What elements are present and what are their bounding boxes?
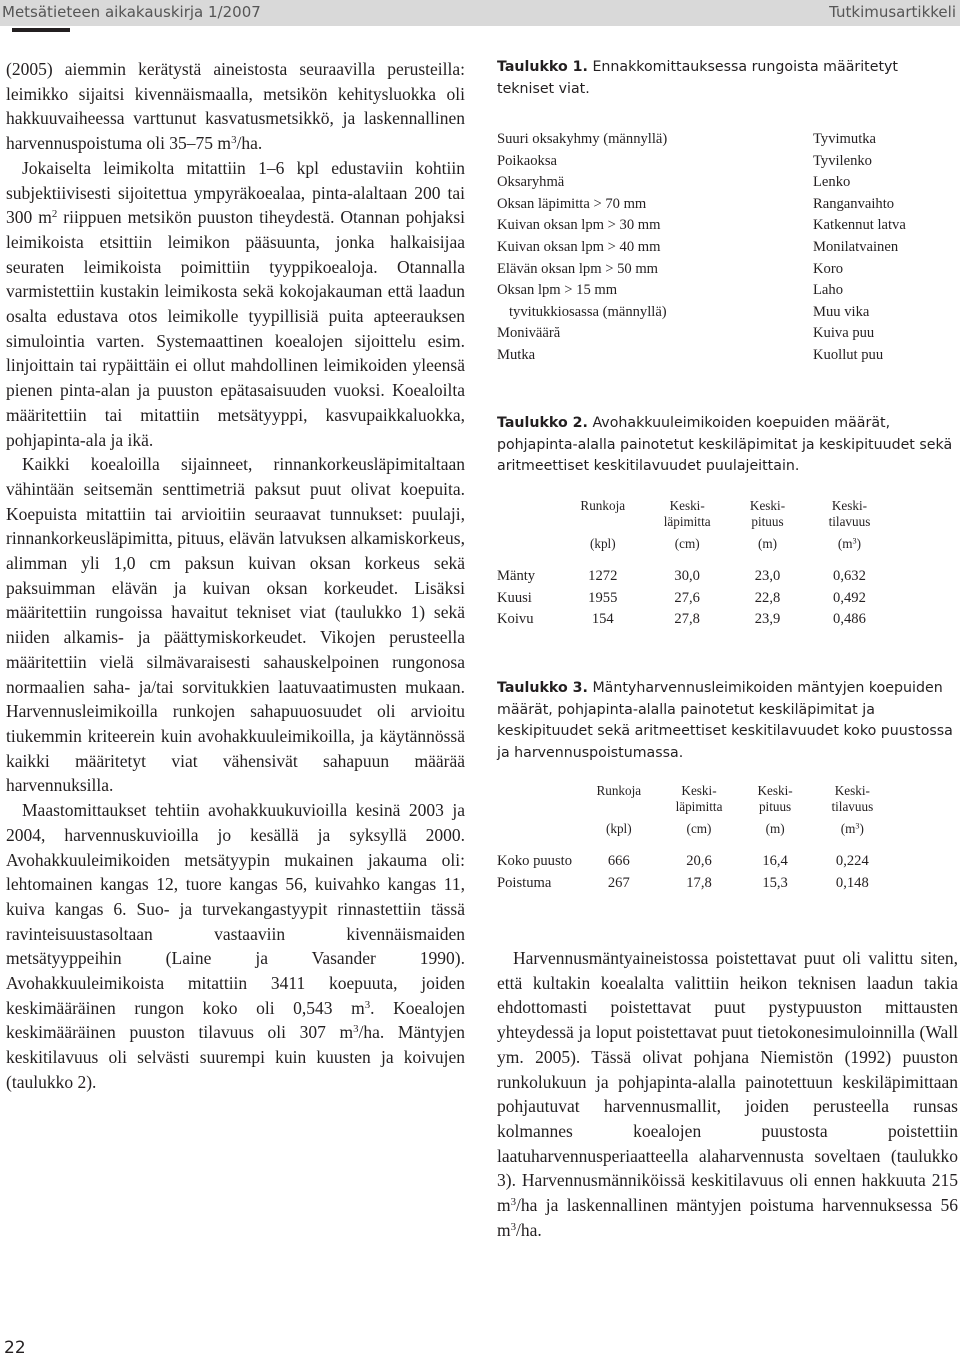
table3-column-header: Keski- tilavuus $(m^3)$ bbox=[831, 783, 874, 836]
table2-cell: 0,492 bbox=[833, 589, 866, 606]
table1-cell-right: Ranganvaihto bbox=[813, 195, 895, 212]
table1-row bbox=[497, 172, 958, 194]
table2-row-label: Koivu bbox=[497, 611, 534, 627]
table2-row-label: Mänty bbox=[497, 568, 536, 584]
table1-cell-right: Muu vika bbox=[813, 303, 870, 320]
table3-column-header: Keski- pituus (m) bbox=[757, 783, 793, 836]
table2-row bbox=[497, 609, 897, 631]
table3-caption: Taulukko 3. Mäntyharvennusleimikoiden mäntyjen koepuiden määrät, pohjapinta-alalla painotetut keskiläpimitat ja keskipituudet sekä aritmeettiset keskitilavuudet koko puustossa ja harvennuspoistumassa. bbox=[497, 680, 953, 761]
right-column bbox=[497, 57, 958, 1240]
table2-header-empty bbox=[497, 498, 564, 552]
table1-cell-left: Kuivan oksan lpm > 30 mm bbox=[497, 217, 661, 234]
table1-row bbox=[497, 302, 958, 324]
table1-cell-left: tyvitukkiosassa (männyllä) bbox=[509, 303, 667, 320]
table1-caption: Taulukko 1. Ennakkomittauksessa rungoista määritetyt tekniset viat. bbox=[497, 59, 898, 97]
table2-column-header: Keski- tilavuus $(m^3)$ bbox=[828, 498, 871, 551]
table2-cell: 27,8 bbox=[674, 611, 700, 627]
table1-row bbox=[497, 194, 958, 216]
table1 bbox=[497, 129, 958, 367]
table2-column-header: Keski- läpimitta (cm) bbox=[663, 498, 711, 551]
header-rule bbox=[12, 28, 70, 32]
table2-cell: 22,8 bbox=[754, 589, 781, 606]
table3-column-header: Keski- läpimitta (cm) bbox=[675, 783, 723, 836]
table1-row bbox=[497, 237, 958, 259]
table2-cell: 154 bbox=[591, 611, 614, 627]
table2-cell: 23,0 bbox=[754, 568, 781, 584]
table1-row bbox=[497, 280, 958, 302]
table3-cell: 0,148 bbox=[835, 874, 869, 891]
table2-caption: Taulukko 2. Avohakkuuleimikoiden koepuiden määrät, pohjapinta-alalla painotetut keskiläpimitat ja keskipituudet sekä aritmeettiset keskitilavuudet puulajeittain. bbox=[497, 415, 953, 474]
table2-cell: 0,486 bbox=[833, 611, 866, 627]
table3-cell: 16,4 bbox=[762, 853, 788, 869]
table1-cell-right: Katkennut latva bbox=[813, 217, 906, 234]
paragraph-1: (2005) aiemmin kerätystä aineistosta seuraavilla perusteilla: leimikko sijaitsi kivennäismaalla, metsikön kehitysluokka oli hakkuuvaiheessa varttunut kasvatusmetsikkö, ja laskennallinen harvennuspoistuma oli 35–75 $m^3/ha$. bbox=[6, 59, 465, 154]
right-paragraph: Harvennusmäntyaineistossa poistettavat puut oli valittu siten, että kultakin koealalta valittiin heikon teknisen laadun takia ehdottomasti poistettavat puut pystypuuston mittausten yhteydessä ja loput poistettavat puut tietokonesimuloinnilla (Wall ym. 2005). Tässä olivat pohjana Niemistön (1992) puuston runkolukuun ja pohjapinta-alalla painotettuun keskiläpimittaan pohjautuvat harvennusmallit, joiden perusteella runsas kolmannes koealojen puustosta poistettiin laatuharvennusperiaatteella alaharvennusta soveltaen (taulukko 3). Harvennusmänniköissä keskitilavuus oli ennen hakkuuta 215 $m^3/ha$ ja laskennallinen mäntyjen poistuma harvennuksessa 56 $m^3/ha$. bbox=[497, 948, 958, 1240]
table1-row bbox=[497, 323, 958, 345]
table1-row bbox=[497, 345, 958, 367]
table2-cell: 27,6 bbox=[674, 589, 700, 606]
table1-row bbox=[497, 215, 958, 237]
table3-row-label: Koko puusto bbox=[497, 853, 572, 869]
table3 bbox=[497, 783, 897, 894]
left-column bbox=[6, 57, 465, 1095]
table2-cell: 23,9 bbox=[754, 611, 781, 627]
table3-header-empty bbox=[497, 783, 582, 837]
table1-cell-right: Lenko bbox=[813, 174, 851, 191]
paragraph-3: Kaikki koealoilla sijainneet, rinnankorkeusläpimitaltaan vähintään seitsemän senttimetriä paksut puut olivat koepuita. Koepuista mitattiin tai arvioitiin seuraavat tunnukset: puulaji, rinnankorkeusläpimitta, pituus, elävän latvuksen alkamiskorkeus, alimman yli 1,0 cm paksun kuivan oksan korkeus sekä paksuimman elävän ja kuivan oksan korkeudet. Lisäksi määritettiin rungoissa havaitut tekniset viat (taulukko 1) sekä niiden alkamis- ja päättymiskorkeudet. Vikojen perusteella määritettiin vielä silmävaraisesti sahauskelpoinen rungonosa normaalien saha- ja/tai sorvitukkien laatuvaatimusten mukaan. Harvennusleimikoilla runkojen sahapuuosuudet oli arvioitu tiukemmin kriteerein kuin avohakkuuleimikoilla, ja käytännössä kaikki määritetyt viat vähensivät sahapuun määrää harvennuksilla. bbox=[6, 454, 465, 796]
table3-row bbox=[497, 851, 897, 873]
table3-cell: 0,224 bbox=[835, 853, 869, 869]
table2-row bbox=[497, 566, 897, 588]
table1-cell-left: Poikaoksa bbox=[497, 152, 557, 169]
table2-column-header: Keski- pituus (m) bbox=[749, 498, 786, 551]
table1-cell-left: Mutka bbox=[497, 346, 536, 363]
table2-cell: 1955 bbox=[588, 589, 618, 606]
article-type: Tutkimusartikkeli bbox=[829, 3, 956, 21]
running-header bbox=[0, 0, 960, 26]
table3-cell: 666 bbox=[607, 853, 630, 869]
table2-row bbox=[497, 588, 897, 610]
table1-cell-right: Kuiva puu bbox=[813, 325, 875, 342]
table3-cell: 17,8 bbox=[686, 874, 712, 891]
table1-cell-right: Laho bbox=[813, 282, 843, 299]
table1-cell-left: Elävän oksan lpm > 50 mm bbox=[497, 260, 659, 277]
table1-cell-left: Kuivan oksan lpm > 40 mm bbox=[497, 238, 661, 255]
table1-row bbox=[497, 259, 958, 281]
table1-cell-right: Kuollut puu bbox=[813, 346, 884, 363]
journal-title: Metsätieteen aikakauskirja 1/2007 bbox=[2, 3, 261, 21]
table1-row bbox=[497, 151, 958, 173]
table3-cell: 15,3 bbox=[762, 874, 788, 891]
table1-cell-left: Monivääră bbox=[497, 325, 561, 342]
table2-cell: 0,632 bbox=[833, 568, 866, 584]
table2-row-label: Kuusi bbox=[497, 589, 532, 606]
table2-column-header: Runkoja (kpl) bbox=[580, 498, 626, 551]
table1-cell-right: Tyvimutka bbox=[813, 131, 877, 147]
table1-cell-right: Koro bbox=[813, 260, 843, 277]
table1-cell-right: Monilatvainen bbox=[813, 238, 899, 255]
table3-cell: 267 bbox=[607, 874, 630, 891]
table1-cell-left: Oksan lpm > 15 mm bbox=[497, 282, 618, 299]
table2-header-row bbox=[497, 498, 897, 552]
table1-cell-left: Oksaryhmä bbox=[497, 174, 565, 191]
table2-cell: 30,0 bbox=[674, 568, 700, 584]
table1-cell-right: Tyvilenko bbox=[813, 152, 872, 169]
table2-cell: 1272 bbox=[588, 568, 618, 584]
table2 bbox=[497, 498, 897, 631]
table3-cell: 20,6 bbox=[686, 853, 712, 869]
page-number: 22 bbox=[4, 1338, 26, 1358]
table3-row bbox=[497, 873, 897, 895]
table3-column-header: Runkoja (kpl) bbox=[596, 783, 642, 836]
paragraph-2: Jokaiselta leimikolta mitattiin 1–6 kpl edustaviin kohtiin subjektiivisesti sijoitettua ympyräkoealaa, pinta-alaltaan 200 tai 300 $m^2$ riippuen metsikön puuston tiheydestä. Otannan pohjaksi leimikoista etsittiin leimikon pääsuunta, jonka halkaisijaa seuraten leimikoista poimittiin tyyppikoealoja. Otannalla varmistettiin kustakin leimikosta sekä kokojakauman että laadun osalta edustava otos leimikolle tyypillisiä puita apteerauksen simulointia varten. Systemaattinen koealojen sijoittelu esim. linjoittain tai rypäittäin ei ollut mahdollinen leimikoiden yleensä pienen pinta-alan ja puuston epätasaisuuden vuoksi. Koealoilta määritettiin tai mitattiin metsätyyppi, kasvupaikkaluokka, pohjapinta-ala ja ikä. bbox=[6, 157, 465, 450]
table3-header-row bbox=[497, 783, 897, 837]
table1-row bbox=[497, 129, 958, 151]
paragraph-4: Maastomittaukset tehtiin avohakkuukuvioilla kesinä 2003 ja 2004, harvennuskuvioilla jo kesällä ja syksyllä 2000. Avohakkuuleimikoiden metsätyypin mukainen jakauma oli: lehtomainen kangas 12, tuore kangas 56, kuivahko kangas 11, kuiva kangas 6. Suo- ja turvekangastyypit rinnastettiin tässä ravinteisuustasoltaan vastaaviin kivennäismaiden metsätyyppeihin (Laine ja Vasander 1990). Avohakkuuleimikoista mitattiin 3411 koepuuta, joiden keskimääräinen rungon koko oli 0,543 $m^3$. Koealojen keskimääräinen puuston tilavuus oli 307 $m^3/ha$. Mäntyjen keskitilavuus oli selvästi suurempi kuin kuusten ja koivujen (taulukko 2). bbox=[6, 800, 465, 1092]
table1-cell-left: Suuri oksakyhmy (männyllä) bbox=[497, 131, 668, 147]
table3-row-label: Poistuma bbox=[497, 874, 552, 891]
table1-cell-left: Oksan läpimitta > 70 mm bbox=[497, 195, 647, 212]
